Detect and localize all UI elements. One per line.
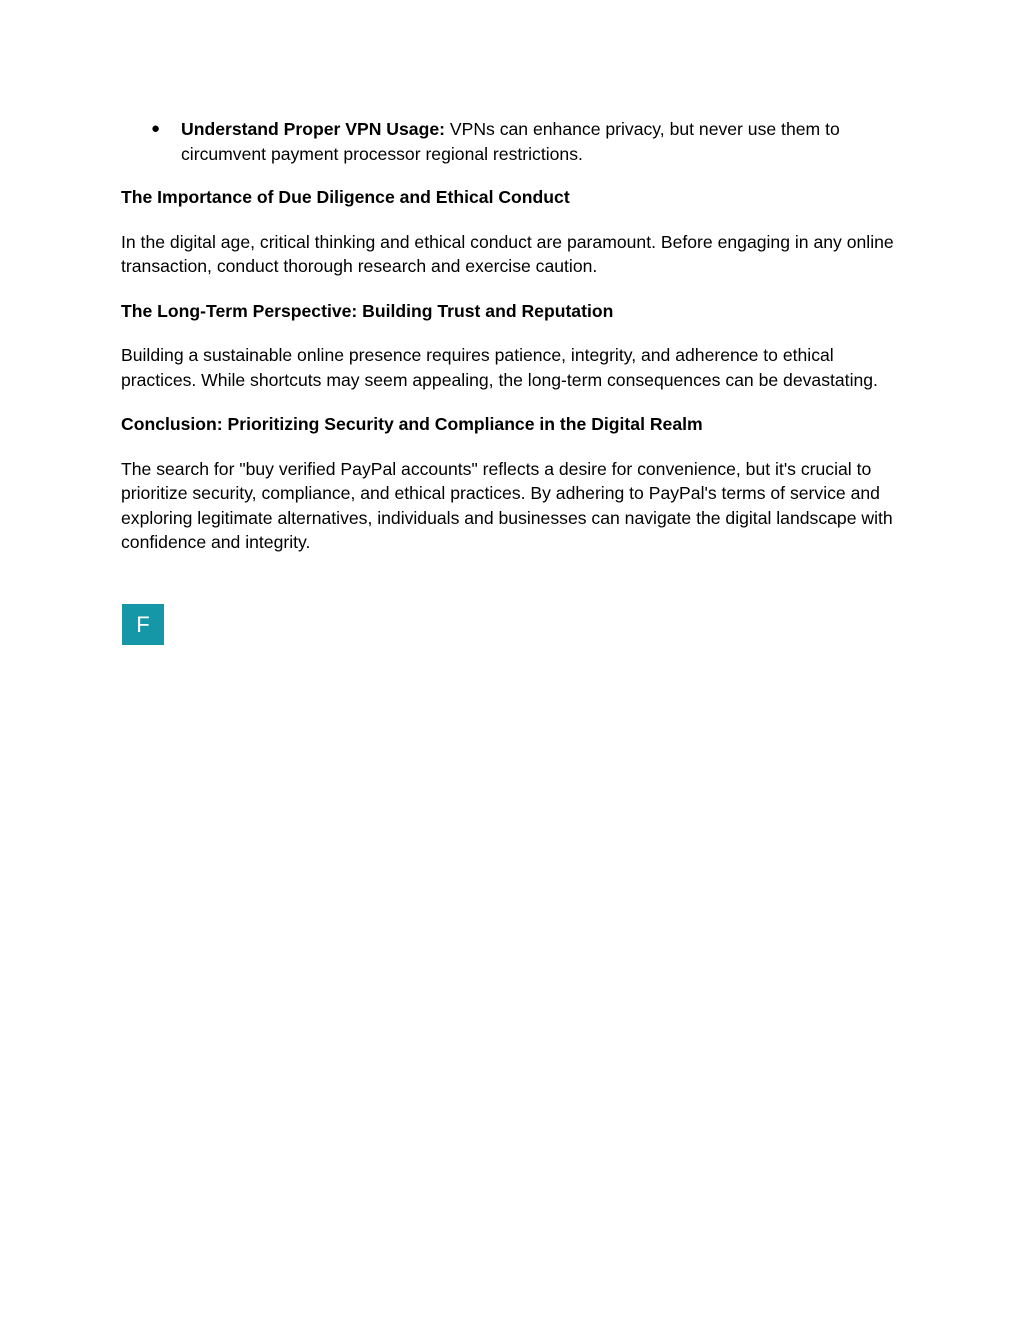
letter-badge[interactable]: F [122,604,164,645]
bullet-item-vpn-usage [121,117,911,166]
section-body-due-diligence: In the digital age, critical thinking and ethical conduct are paramount. Before engaging in any online transaction, conduct thorough research and exercise caution. [121,231,894,276]
document-page [121,117,911,575]
section-heading-conclusion: Conclusion: Prioritizing Security and Compliance in the Digital Realm [121,414,703,434]
bullet-term: Understand Proper VPN Usage: [181,119,445,139]
section-heading-long-term: The Long-Term Perspective: Building Trust and Reputation [121,300,614,321]
bullet-list [121,117,911,166]
bullet-text: VPNs can enhance privacy, but never use them to circumvent payment processor regional restrictions. [181,119,840,164]
bullet-dot-icon: ● [151,120,161,137]
section-heading-due-diligence: The Importance of Due Diligence and Ethical Conduct [121,187,570,207]
section-body-conclusion: The search for "buy verified PayPal accounts" reflects a desire for convenience, but it's crucial to prioritize security, compliance, and ethical practices. By adhering to PayPal's terms of service and exploring legitimate alternatives, individuals and businesses can navigate the digital landscape with confidence and integrity. [121,458,893,552]
section-body-long-term: Building a sustainable online presence requires patience, integrity, and adherence to ethical practices. While shortcuts may seem appealing, the long-term consequences can be devastating. [121,345,878,390]
